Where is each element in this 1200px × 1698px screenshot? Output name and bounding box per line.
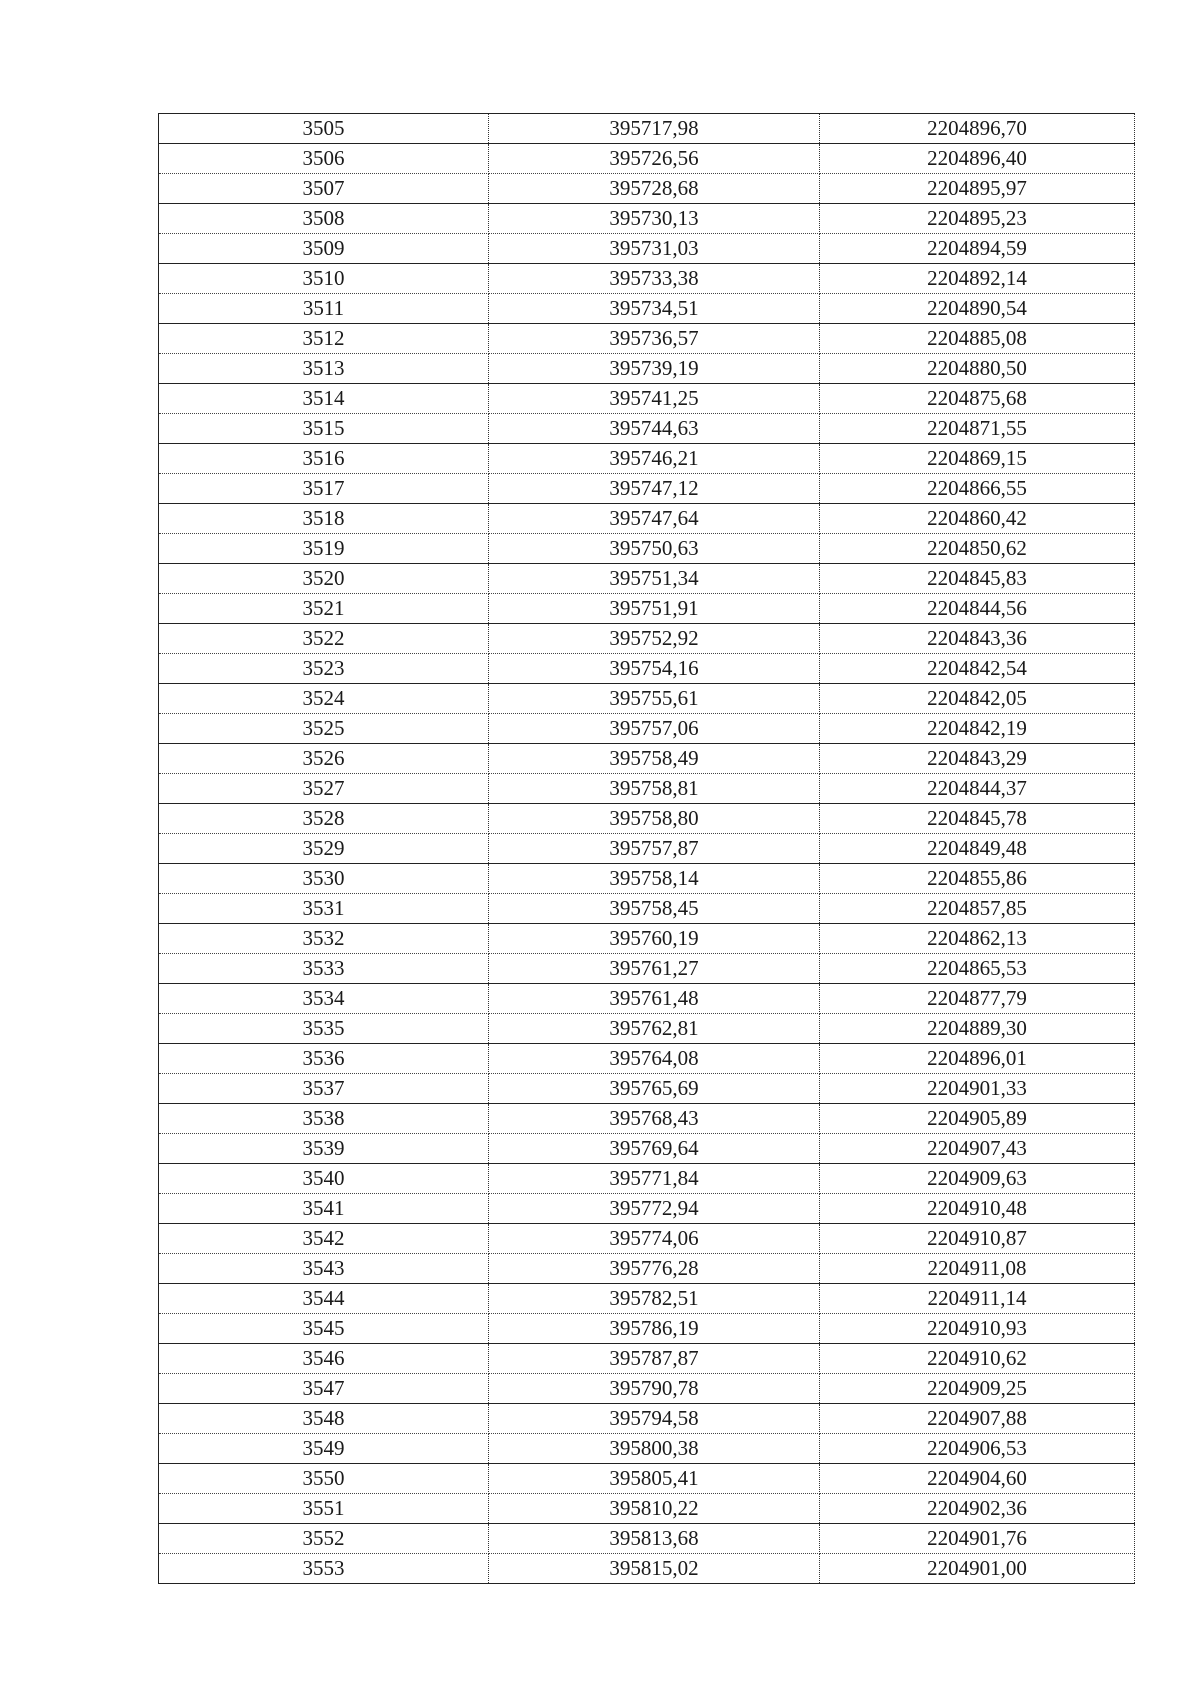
y-coordinate-cell: 2204862,13 (820, 924, 1135, 954)
table-row (159, 1344, 1135, 1374)
y-coordinate-cell: 2204910,93 (820, 1314, 1135, 1344)
x-coordinate-cell: 395757,87 (489, 834, 820, 864)
x-coordinate-cell: 395805,41 (489, 1464, 820, 1494)
table-row (159, 984, 1135, 1014)
y-coordinate-cell: 2204845,78 (820, 804, 1135, 834)
table-row (159, 1464, 1135, 1494)
y-coordinate-cell: 2204860,42 (820, 504, 1135, 534)
point-number-cell: 3530 (159, 864, 489, 894)
table-row (159, 294, 1135, 324)
x-coordinate-cell: 395758,80 (489, 804, 820, 834)
x-coordinate-cell: 395744,63 (489, 414, 820, 444)
x-coordinate-cell: 395754,16 (489, 654, 820, 684)
table-row (159, 504, 1135, 534)
y-coordinate-cell: 2204911,14 (820, 1284, 1135, 1314)
x-coordinate-cell: 395800,38 (489, 1434, 820, 1464)
y-coordinate-cell: 2204889,30 (820, 1014, 1135, 1044)
y-coordinate-cell: 2204855,86 (820, 864, 1135, 894)
table-row (159, 354, 1135, 384)
y-coordinate-cell: 2204844,37 (820, 774, 1135, 804)
point-number-cell: 3519 (159, 534, 489, 564)
y-coordinate-cell: 2204902,36 (820, 1494, 1135, 1524)
table-row (159, 924, 1135, 954)
point-number-cell: 3513 (159, 354, 489, 384)
table-row (159, 564, 1135, 594)
y-coordinate-cell: 2204901,33 (820, 1074, 1135, 1104)
x-coordinate-cell: 395761,27 (489, 954, 820, 984)
point-number-cell: 3547 (159, 1374, 489, 1404)
point-number-cell: 3512 (159, 324, 489, 354)
point-number-cell: 3542 (159, 1224, 489, 1254)
table-row (159, 1524, 1135, 1554)
point-number-cell: 3546 (159, 1344, 489, 1374)
point-number-cell: 3527 (159, 774, 489, 804)
x-coordinate-cell: 395762,81 (489, 1014, 820, 1044)
x-coordinate-cell: 395736,57 (489, 324, 820, 354)
point-number-cell: 3505 (159, 114, 489, 144)
point-number-cell: 3507 (159, 174, 489, 204)
x-coordinate-cell: 395810,22 (489, 1494, 820, 1524)
table-row (159, 1164, 1135, 1194)
x-coordinate-cell: 395765,69 (489, 1074, 820, 1104)
y-coordinate-cell: 2204890,54 (820, 294, 1135, 324)
x-coordinate-cell: 395768,43 (489, 1104, 820, 1134)
x-coordinate-cell: 395751,34 (489, 564, 820, 594)
table-row (159, 204, 1135, 234)
table-row (159, 1284, 1135, 1314)
point-number-cell: 3538 (159, 1104, 489, 1134)
point-number-cell: 3517 (159, 474, 489, 504)
table-row (159, 444, 1135, 474)
point-number-cell: 3521 (159, 594, 489, 624)
table-row (159, 114, 1135, 144)
table-row (159, 1134, 1135, 1164)
point-number-cell: 3533 (159, 954, 489, 984)
coordinates-table (158, 113, 1135, 1584)
point-number-cell: 3515 (159, 414, 489, 444)
x-coordinate-cell: 395739,19 (489, 354, 820, 384)
x-coordinate-cell: 395760,19 (489, 924, 820, 954)
y-coordinate-cell: 2204894,59 (820, 234, 1135, 264)
x-coordinate-cell: 395741,25 (489, 384, 820, 414)
y-coordinate-cell: 2204909,63 (820, 1164, 1135, 1194)
table-row (159, 684, 1135, 714)
point-number-cell: 3522 (159, 624, 489, 654)
y-coordinate-cell: 2204849,48 (820, 834, 1135, 864)
table-row (159, 1554, 1135, 1584)
y-coordinate-cell: 2204896,40 (820, 144, 1135, 174)
y-coordinate-cell: 2204910,48 (820, 1194, 1135, 1224)
table-row (159, 1044, 1135, 1074)
y-coordinate-cell: 2204896,01 (820, 1044, 1135, 1074)
point-number-cell: 3550 (159, 1464, 489, 1494)
point-number-cell: 3532 (159, 924, 489, 954)
y-coordinate-cell: 2204906,53 (820, 1434, 1135, 1464)
point-number-cell: 3529 (159, 834, 489, 864)
point-number-cell: 3524 (159, 684, 489, 714)
point-number-cell: 3523 (159, 654, 489, 684)
point-number-cell: 3541 (159, 1194, 489, 1224)
y-coordinate-cell: 2204842,05 (820, 684, 1135, 714)
y-coordinate-cell: 2204880,50 (820, 354, 1135, 384)
y-coordinate-cell: 2204875,68 (820, 384, 1135, 414)
table-row (159, 834, 1135, 864)
point-number-cell: 3525 (159, 714, 489, 744)
point-number-cell: 3510 (159, 264, 489, 294)
table-row (159, 594, 1135, 624)
table-row (159, 864, 1135, 894)
y-coordinate-cell: 2204842,19 (820, 714, 1135, 744)
y-coordinate-cell: 2204844,56 (820, 594, 1135, 624)
x-coordinate-cell: 395733,38 (489, 264, 820, 294)
x-coordinate-cell: 395731,03 (489, 234, 820, 264)
table-row (159, 894, 1135, 924)
y-coordinate-cell: 2204877,79 (820, 984, 1135, 1014)
point-number-cell: 3526 (159, 744, 489, 774)
x-coordinate-cell: 395761,48 (489, 984, 820, 1014)
y-coordinate-cell: 2204909,25 (820, 1374, 1135, 1404)
point-number-cell: 3534 (159, 984, 489, 1014)
x-coordinate-cell: 395758,14 (489, 864, 820, 894)
table-row (159, 1014, 1135, 1044)
point-number-cell: 3506 (159, 144, 489, 174)
y-coordinate-cell: 2204845,83 (820, 564, 1135, 594)
table-row (159, 1074, 1135, 1104)
x-coordinate-cell: 395758,49 (489, 744, 820, 774)
y-coordinate-cell: 2204843,29 (820, 744, 1135, 774)
x-coordinate-cell: 395786,19 (489, 1314, 820, 1344)
x-coordinate-cell: 395752,92 (489, 624, 820, 654)
y-coordinate-cell: 2204910,87 (820, 1224, 1135, 1254)
x-coordinate-cell: 395790,78 (489, 1374, 820, 1404)
point-number-cell: 3511 (159, 294, 489, 324)
point-number-cell: 3543 (159, 1254, 489, 1284)
x-coordinate-cell: 395769,64 (489, 1134, 820, 1164)
table-row (159, 324, 1135, 354)
y-coordinate-cell: 2204857,85 (820, 894, 1135, 924)
x-coordinate-cell: 395813,68 (489, 1524, 820, 1554)
table-row (159, 534, 1135, 564)
x-coordinate-cell: 395734,51 (489, 294, 820, 324)
table-row (159, 1194, 1135, 1224)
point-number-cell: 3544 (159, 1284, 489, 1314)
point-number-cell: 3539 (159, 1134, 489, 1164)
y-coordinate-cell: 2204869,15 (820, 444, 1135, 474)
table-row (159, 1404, 1135, 1434)
x-coordinate-cell: 395782,51 (489, 1284, 820, 1314)
y-coordinate-cell: 2204907,43 (820, 1134, 1135, 1164)
y-coordinate-cell: 2204901,00 (820, 1554, 1135, 1584)
point-number-cell: 3552 (159, 1524, 489, 1554)
x-coordinate-cell: 395757,06 (489, 714, 820, 744)
x-coordinate-cell: 395717,98 (489, 114, 820, 144)
x-coordinate-cell: 395764,08 (489, 1044, 820, 1074)
x-coordinate-cell: 395730,13 (489, 204, 820, 234)
x-coordinate-cell: 395747,12 (489, 474, 820, 504)
coordinates-table-body (159, 114, 1135, 1584)
x-coordinate-cell: 395771,84 (489, 1164, 820, 1194)
y-coordinate-cell: 2204895,97 (820, 174, 1135, 204)
table-row (159, 474, 1135, 504)
table-row (159, 414, 1135, 444)
y-coordinate-cell: 2204866,55 (820, 474, 1135, 504)
y-coordinate-cell: 2204842,54 (820, 654, 1135, 684)
point-number-cell: 3535 (159, 1014, 489, 1044)
table-row (159, 714, 1135, 744)
table-row (159, 234, 1135, 264)
table-row (159, 654, 1135, 684)
x-coordinate-cell: 395776,28 (489, 1254, 820, 1284)
point-number-cell: 3518 (159, 504, 489, 534)
x-coordinate-cell: 395728,68 (489, 174, 820, 204)
point-number-cell: 3537 (159, 1074, 489, 1104)
table-row (159, 804, 1135, 834)
x-coordinate-cell: 395815,02 (489, 1554, 820, 1584)
table-row (159, 1374, 1135, 1404)
point-number-cell: 3516 (159, 444, 489, 474)
point-number-cell: 3553 (159, 1554, 489, 1584)
table-row (159, 774, 1135, 804)
x-coordinate-cell: 395746,21 (489, 444, 820, 474)
point-number-cell: 3545 (159, 1314, 489, 1344)
table-row (159, 1494, 1135, 1524)
y-coordinate-cell: 2204904,60 (820, 1464, 1135, 1494)
y-coordinate-cell: 2204907,88 (820, 1404, 1135, 1434)
table-row (159, 1434, 1135, 1464)
table-row (159, 624, 1135, 654)
x-coordinate-cell: 395758,81 (489, 774, 820, 804)
y-coordinate-cell: 2204865,53 (820, 954, 1135, 984)
table-row (159, 1104, 1135, 1134)
x-coordinate-cell: 395750,63 (489, 534, 820, 564)
y-coordinate-cell: 2204895,23 (820, 204, 1135, 234)
table-row (159, 1254, 1135, 1284)
y-coordinate-cell: 2204910,62 (820, 1344, 1135, 1374)
point-number-cell: 3509 (159, 234, 489, 264)
y-coordinate-cell: 2204885,08 (820, 324, 1135, 354)
point-number-cell: 3531 (159, 894, 489, 924)
y-coordinate-cell: 2204871,55 (820, 414, 1135, 444)
point-number-cell: 3549 (159, 1434, 489, 1464)
point-number-cell: 3520 (159, 564, 489, 594)
x-coordinate-cell: 395751,91 (489, 594, 820, 624)
y-coordinate-cell: 2204896,70 (820, 114, 1135, 144)
y-coordinate-cell: 2204901,76 (820, 1524, 1135, 1554)
table-row (159, 954, 1135, 984)
y-coordinate-cell: 2204892,14 (820, 264, 1135, 294)
x-coordinate-cell: 395772,94 (489, 1194, 820, 1224)
table-row (159, 1314, 1135, 1344)
x-coordinate-cell: 395758,45 (489, 894, 820, 924)
x-coordinate-cell: 395755,61 (489, 684, 820, 714)
point-number-cell: 3548 (159, 1404, 489, 1434)
table-row (159, 264, 1135, 294)
table-row (159, 384, 1135, 414)
x-coordinate-cell: 395774,06 (489, 1224, 820, 1254)
x-coordinate-cell: 395787,87 (489, 1344, 820, 1374)
point-number-cell: 3540 (159, 1164, 489, 1194)
x-coordinate-cell: 395726,56 (489, 144, 820, 174)
y-coordinate-cell: 2204905,89 (820, 1104, 1135, 1134)
point-number-cell: 3536 (159, 1044, 489, 1074)
y-coordinate-cell: 2204850,62 (820, 534, 1135, 564)
x-coordinate-cell: 395794,58 (489, 1404, 820, 1434)
table-row (159, 174, 1135, 204)
table-row (159, 744, 1135, 774)
y-coordinate-cell: 2204911,08 (820, 1254, 1135, 1284)
x-coordinate-cell: 395747,64 (489, 504, 820, 534)
point-number-cell: 3514 (159, 384, 489, 414)
point-number-cell: 3528 (159, 804, 489, 834)
y-coordinate-cell: 2204843,36 (820, 624, 1135, 654)
table-row (159, 144, 1135, 174)
table-row (159, 1224, 1135, 1254)
point-number-cell: 3551 (159, 1494, 489, 1524)
point-number-cell: 3508 (159, 204, 489, 234)
